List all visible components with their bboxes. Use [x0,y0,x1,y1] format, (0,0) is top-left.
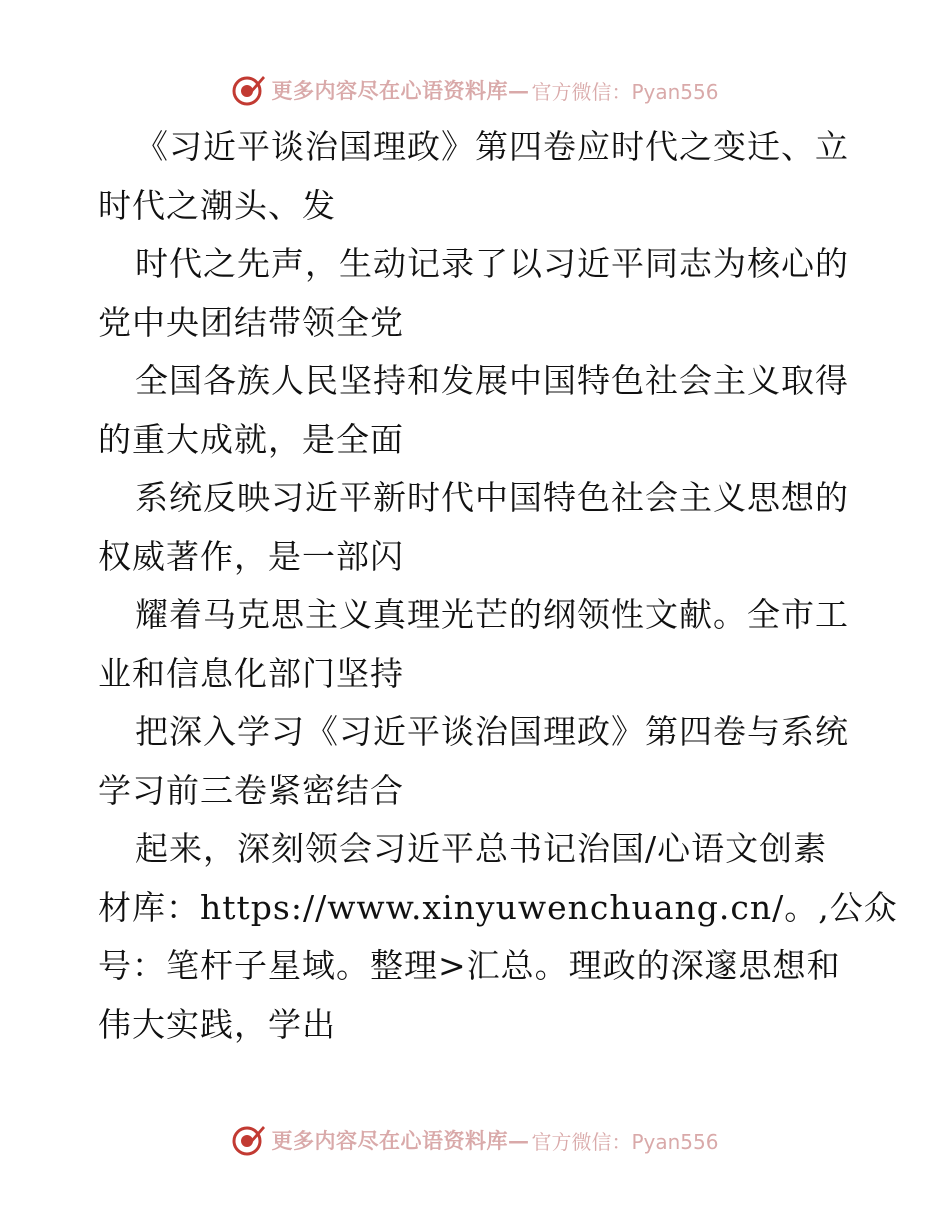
text-line: 系统反映习近平新时代中国特色社会主义思想的 [135,478,849,517]
text-line: 学习前三卷紧密结合 [98,770,404,810]
pen-logo-icon [231,72,267,108]
header-banner [0,70,950,110]
text-line: 党中央团结带领全党 [98,302,404,342]
text-line: 起来，深刻领会习近平总书记治国/心语文创素 [135,829,828,868]
text-line: 号：笔杆子星域。整理>汇总。理政的深邃思想和 [98,946,841,985]
text-line: 的重大成就，是全面 [98,419,404,459]
document-body [98,118,898,1054]
footer-banner-title: 更多内容尽在心语资料库 [271,1128,508,1153]
text-line: 耀着马克思主义真理光芒的纲领性文献。全市工 [135,595,849,634]
text-line: 把深入学习《习近平谈治国理政》第四卷与系统 [135,712,849,751]
footer-banner [0,1120,950,1160]
header-banner-dash: — [507,77,530,103]
text-line: 时代之先声，生动记录了以习近平同志为核心的 [135,244,849,283]
text-line: 时代之潮头、发 [98,185,336,225]
text-line: 全国各族人民坚持和发展中国特色社会主义取得 [135,361,849,400]
header-banner-title: 更多内容尽在心语资料库 [271,78,508,103]
text-line: 权威著作，是一部闪 [98,536,404,576]
footer-banner-wechat: 官方微信：Pyan556 [531,1129,719,1154]
footer-banner-dash: — [507,1127,530,1153]
text-line: 业和信息化部门坚持 [98,653,404,693]
pen-logo-icon [231,1122,267,1158]
text-line: 《习近平谈治国理政》第四卷应时代之变迁、立 [135,127,849,166]
text-line: 材库：https://www.xinyuwenchuang.cn/。,公众 [98,887,898,927]
text-line: 伟大实践，学出 [98,1004,336,1044]
header-banner-wechat: 官方微信：Pyan556 [531,79,719,104]
